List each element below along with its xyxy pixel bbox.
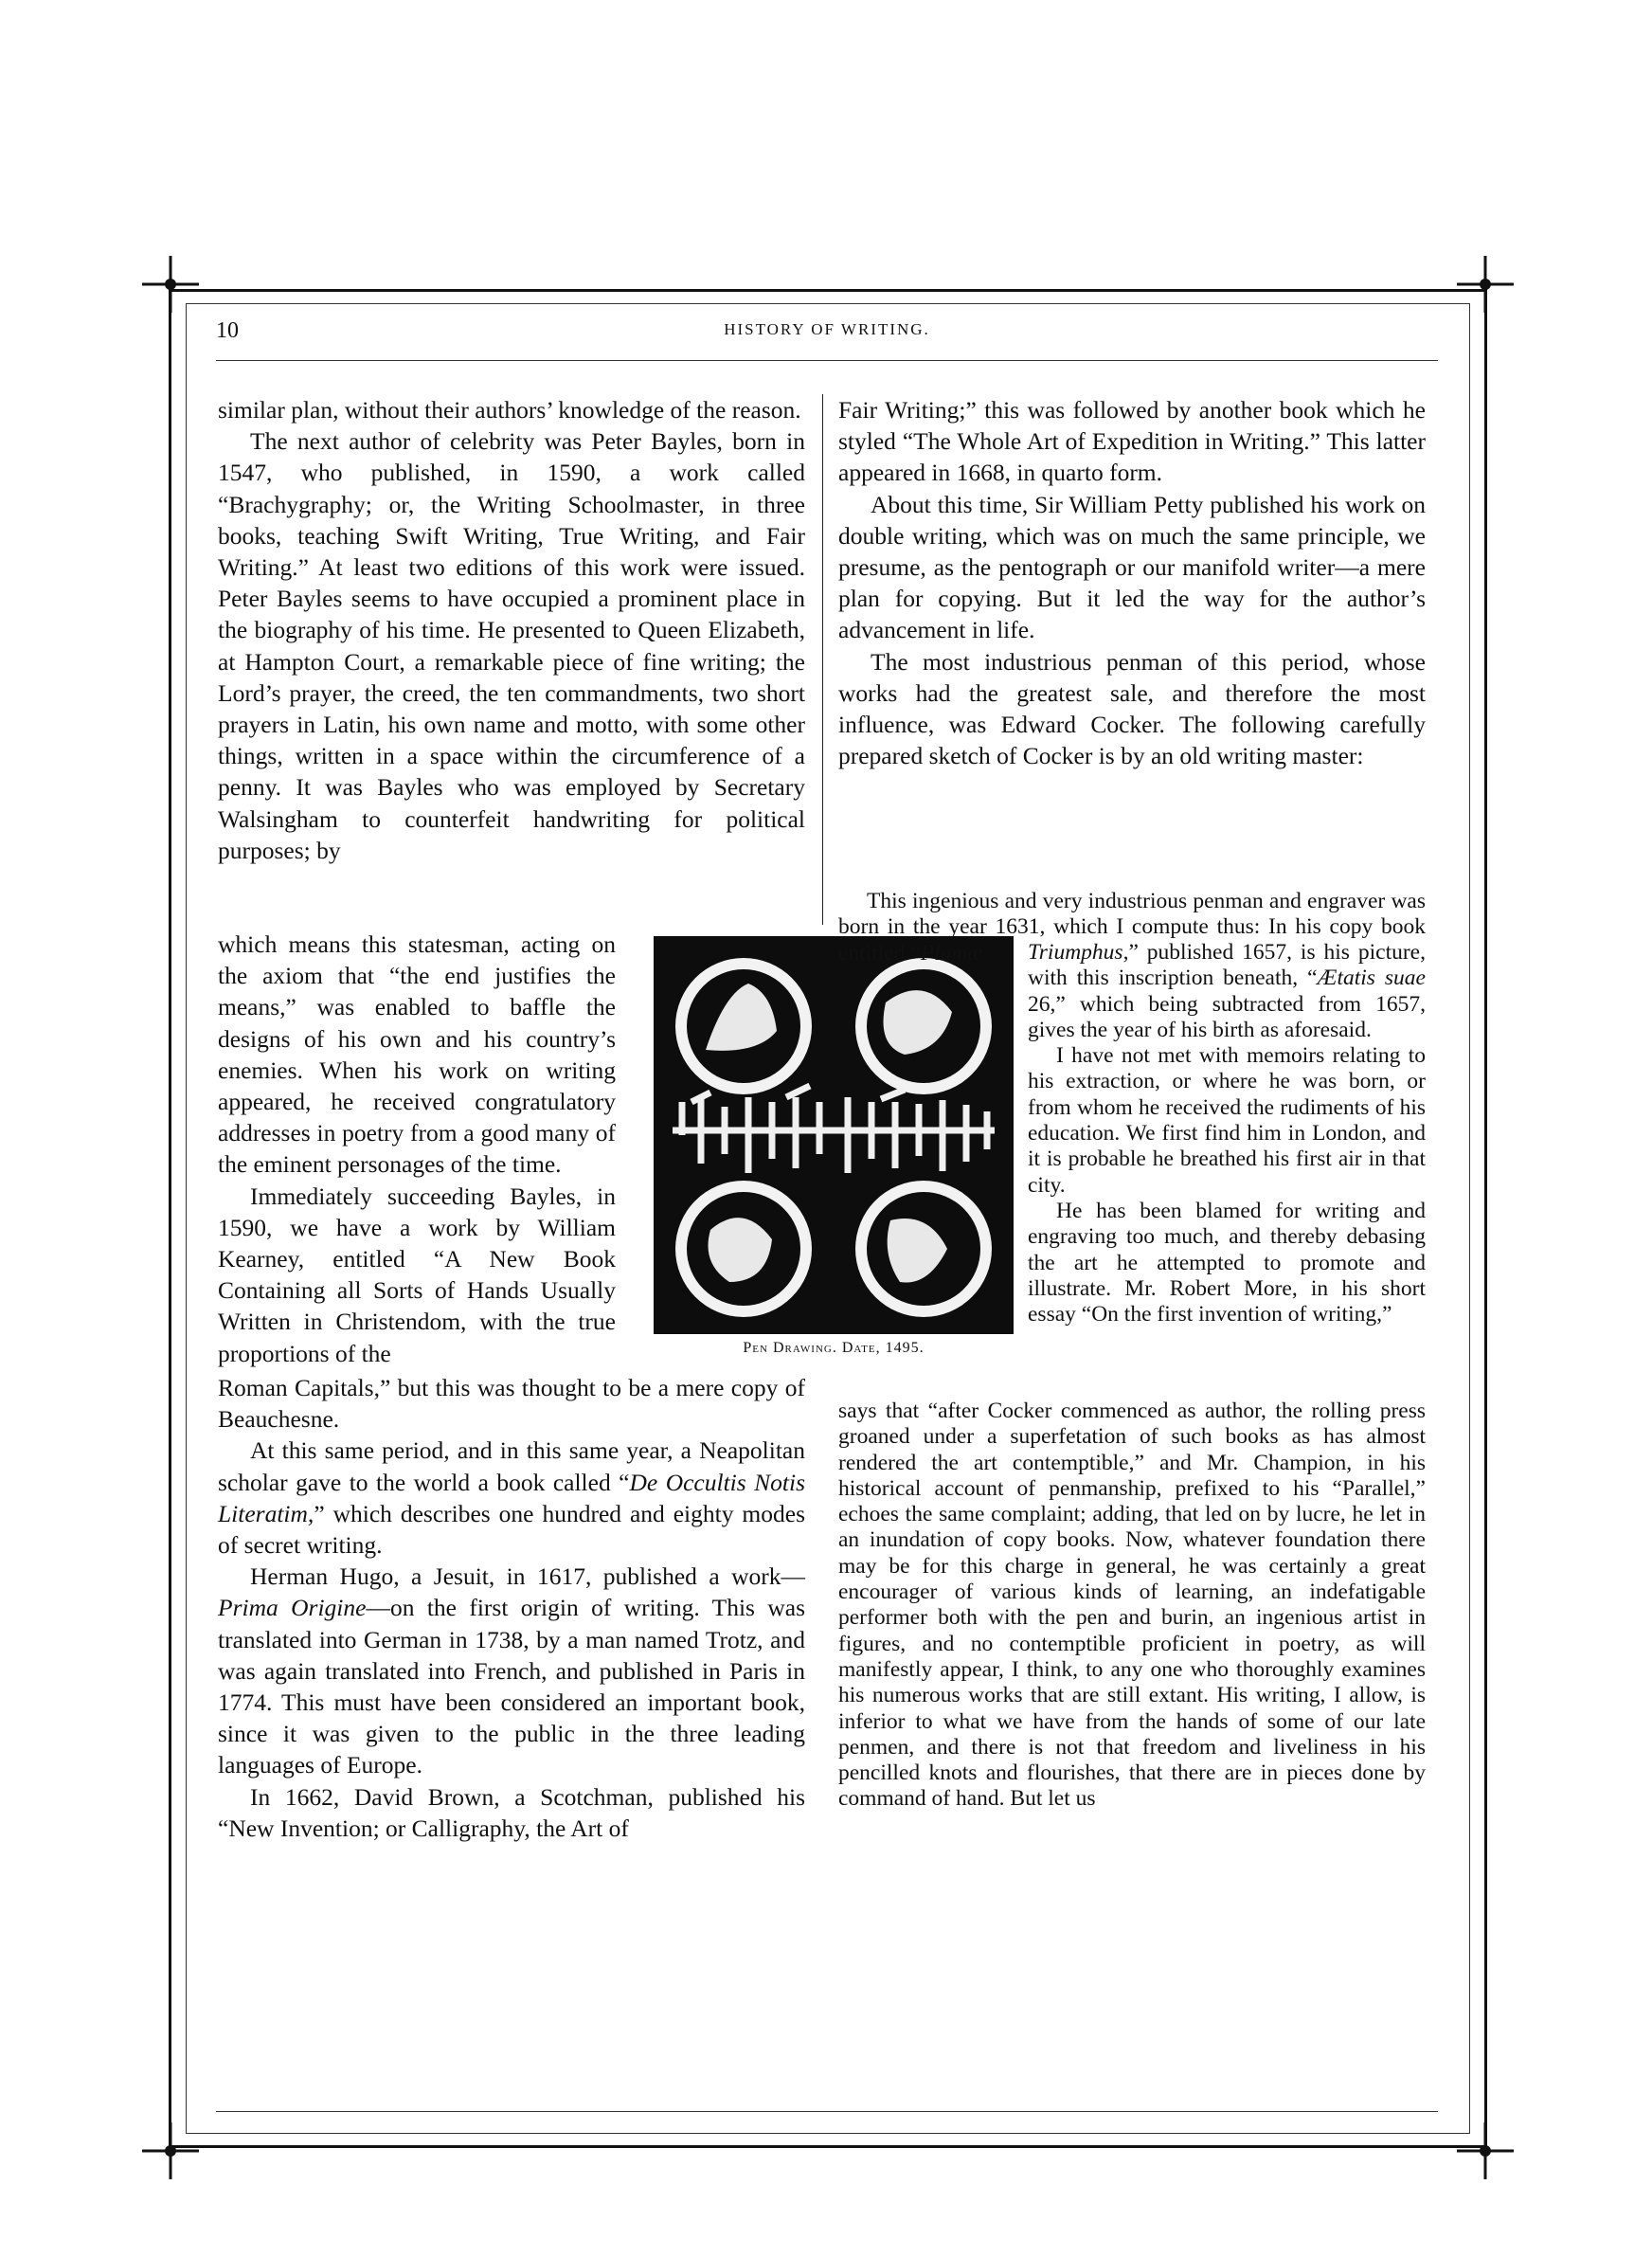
paragraph: The next author of celebrity was Peter Bayles, born in 1547, who published, in 1590, a work called “Brachygraphy; or, the Writing Schoolmaster, in three books, teaching Swift Writing, True Writing, and Fair Writing.” At least two editions of this work were issued. Peter Bayles seems to have occupied a prominent place in the biography of his time. He presented to Queen Elizabeth, at Hampton Court, a remarkable piece of fine writing; the Lord’s prayer, the creed, the ten commandments, two short prayers in Latin, his own name and motto, with some other things, written in a space within the circumference of a penny. It was Bayles who was employed by Secretary Walsingham to counterfeit handwriting for political purposes; by bbox=[218, 427, 805, 864]
text-run: At this same period, and in this same year, a Neapolitan scholar gave to the world a book called “ bbox=[218, 1436, 805, 1496]
paragraph: says that “after Cocker commenced as author, the rolling press groaned under a superfetation of such books as has almost rendered the art contemptible,” and Mr. Champion, in his historical account of penmanship, prefixed to his “Parallel,” echoes the same complaint; adding, that led on by lucre, he let in an inundation of copy books. Now, whatever foundation there may be for this charge in general, he was certainly a great encourager of various kinds of learning, an indefatigable performer both with the pen and burin, an ingenious artist in figures, and no contemptible proficient in poetry, as will manifestly appear, I think, to any one who thoroughly examines his numerous works that are still extant. His writing, I allow, is inferior to what we have from the hands of some of our late penmen, and there is not that freedom and liveliness in his pencilled knots and flourishes, that there are in pieces done by command of hand. But let us bbox=[838, 1399, 1426, 1812]
paragraph: In 1662, David Brown, a Scotchman, published his “New Invention; or Calligraphy, the Art of bbox=[218, 1782, 805, 1842]
pen-drawing-image bbox=[654, 936, 1014, 1334]
corner-ornament-icon bbox=[1457, 256, 1514, 313]
running-header bbox=[216, 318, 1438, 356]
quotation-beside-figure bbox=[1028, 940, 1426, 1327]
paragraph: Fair Writing;” this was followed by another book which he styled “The Whole Art of Expedition in Writing.” This latter appeared in 1668, in quarto form. bbox=[838, 396, 1426, 487]
paragraph: He has been blamed for writing and engraving too much, and thereby debasing the art he attempted to promote and illustrate. Mr. Robert More, in his short essay “On the first invention of writing,” bbox=[1028, 1198, 1426, 1327]
text-run: This ingenious and very industrious penman and engraver was born in the year 1631, which I compute thus: In his copy book entitled “ bbox=[838, 889, 1426, 966]
paragraph: Roman Capitals,” but this was thought to be a mere copy of Beauchesne. bbox=[218, 1374, 805, 1434]
figure bbox=[654, 936, 1014, 1357]
paragraph: The most industrious penman of this period, whose works had the greatest sale, and therefore the most influence, was Edward Cocker. The following carefully prepared sketch of Cocker is by an old writing master: bbox=[838, 647, 1426, 770]
paragraph: About this time, Sir William Petty published his work on double writing, which was on much the same principle, we presume, as the pentograph or our manifold writer—a mere plan for copying. But it led the way for the author’s advancement in life. bbox=[838, 490, 1426, 644]
corner-ornament-icon bbox=[142, 256, 199, 313]
footer-rule bbox=[216, 2111, 1438, 2112]
paragraph: Immediately succeeding Bayles, in 1590, we have a work by William Kearney, entitled “A New Book Containing all Sorts of Hands Usually Written in Christendom, with the true proportions of the bbox=[218, 1182, 616, 1367]
paragraph bbox=[218, 1435, 805, 1561]
quotation-lower bbox=[838, 1399, 1426, 1813]
text-run: ” published 1657, is his picture, with this inscription beneath, “ bbox=[1028, 940, 1426, 991]
corner-ornament-icon bbox=[142, 2122, 199, 2179]
header-rule bbox=[216, 360, 1438, 361]
right-column bbox=[838, 394, 1426, 771]
text-run: Herman Hugo, a Jesuit, in 1617, published a work— bbox=[250, 1562, 805, 1591]
column-divider bbox=[822, 394, 823, 925]
left-column-beside-figure bbox=[218, 929, 616, 1369]
text-run: 26,” which being subtracted from 1657, gives the year of his birth as aforesaid. bbox=[1028, 991, 1426, 1042]
text-run: —on the first origin of writing. This was translated into German in 1738, by a man named Trotz, and was again translated into French, and published in Paris in 1774. This must have been considered an important book, since it was given to the public in the three leading languages of Europe. bbox=[218, 1594, 805, 1779]
book-title: De Occultis Notis Literatim, bbox=[218, 1468, 805, 1527]
left-column bbox=[218, 394, 805, 866]
paragraph: which means this statesman, acting on the axiom that “the end justifies the means,” was enabled to baffle the designs of his own and his country’s enemies. When his work on writing appeared, he received congratulatory addresses in poetry from a good many of the eminent personages of the time. bbox=[218, 930, 616, 1179]
page-number: 10 bbox=[216, 318, 239, 343]
book-title: Triumphus, bbox=[1028, 940, 1129, 965]
paragraph: I have not met with memoirs relating to his extraction, or where he was born, or from whom he received the rudiments of his education. We first find him in London, and it is probable he breathed his first air in that city. bbox=[1028, 1043, 1426, 1198]
left-column-lower bbox=[218, 1372, 805, 1844]
paragraph bbox=[218, 1561, 805, 1780]
inscription: Ætatis suae bbox=[1317, 966, 1426, 991]
paragraph bbox=[1028, 940, 1426, 1043]
figure-caption: Pen Drawing. Date, 1495. bbox=[743, 1340, 925, 1356]
paragraph: similar plan, without their authors’ knowledge of the reason. bbox=[218, 396, 801, 424]
book-title: Prima Origine bbox=[218, 1594, 367, 1622]
running-title: HISTORY OF WRITING. bbox=[724, 320, 930, 338]
corner-ornament-icon bbox=[1457, 2122, 1514, 2179]
book-title: Plumæ bbox=[920, 940, 983, 966]
text-run: ” which describes one hundred and eighty modes of secret writing. bbox=[218, 1499, 805, 1560]
pen-drawing-illustration bbox=[654, 936, 1014, 1334]
